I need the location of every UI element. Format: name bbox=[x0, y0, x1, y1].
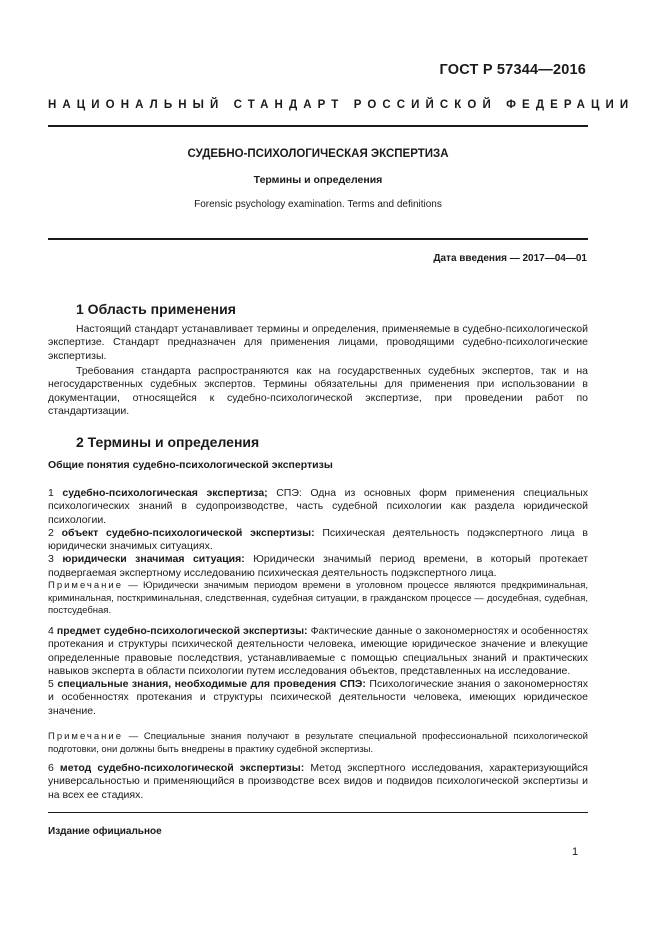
note-label: Примечание bbox=[48, 580, 123, 591]
official-edition-label: Издание официальное bbox=[48, 826, 162, 837]
note-2 bbox=[48, 731, 588, 756]
footer-divider bbox=[48, 812, 588, 813]
term-number: 5 bbox=[48, 678, 58, 691]
term-entry bbox=[48, 625, 588, 678]
term-name: специальные знания, необходимые для проведения СПЭ: bbox=[57, 678, 366, 691]
introduction-date: Дата введения — 2017—04—01 bbox=[433, 253, 587, 264]
document-title: СУДЕБНО-ПСИХОЛОГИЧЕСКАЯ ЭКСПЕРТИЗА bbox=[187, 148, 449, 160]
terms-group-1 bbox=[48, 487, 588, 580]
note-text: — Специальные знания получают в результате специальной профессиональной психологической подготовки, они должны быть внедрены в практику судебной экспертизы. bbox=[48, 731, 588, 755]
document-subtitle: Термины и определения bbox=[253, 174, 383, 186]
term-definition: Юридически значимый период времени, в который протекает подвергаемая экспертному исследованию психическая деятельность подэкспертного лица. bbox=[48, 553, 589, 579]
term-entry bbox=[48, 527, 588, 554]
note-text: — Юридически значимым периодом времени в уголовном процессе являются предкриминальная, криминальная, посткриминальная, следственная, судебная ситуации, в гражданском процессе — досудебная, судебная, постсудебная. bbox=[48, 580, 588, 616]
note-label: Примечание bbox=[48, 731, 123, 742]
title-divider bbox=[48, 238, 588, 240]
term-name: юридически значимая ситуация: bbox=[62, 553, 245, 566]
term-number: 3 bbox=[48, 553, 63, 566]
term-entry bbox=[48, 678, 588, 718]
terms-group-3 bbox=[48, 762, 588, 802]
term-number: 4 bbox=[48, 625, 57, 637]
term-definition: СПЭ: Одна из основных форм применения специальных психологических знаний в судопроизводстве, часть судебной психологии как раздела юридической психологии. bbox=[48, 487, 588, 526]
section-1-paragraph-1: Настоящий стандарт устанавливает термины и определения, применяемые в судебно-психологической экспертизе. Стандарт предназначен для применения лицами, проводящими судебно-психологические экспертизы. bbox=[48, 323, 588, 362]
term-definition: Фактические данные о закономерностях и особенностях протекания и структуры психической деятельности человека, имеющие юридическое значение и влекущие определенные правовые последствия, устанавливаемые с помощью специальных знаний и практических навыков эксперта в области психологии путем исследования объектов, представленных на исследование. bbox=[48, 625, 588, 677]
section-2-subheading: Общие понятия судебно-психологической экспертизы bbox=[48, 459, 333, 471]
standard-code: ГОСТ Р 57344—2016 bbox=[439, 62, 586, 78]
section-2-heading: 2 Термины и определения bbox=[76, 434, 260, 450]
term-name: судебно-психологическая экспертиза; bbox=[62, 487, 268, 499]
english-title: Forensic psychology examination. Terms and definitions bbox=[194, 199, 442, 210]
note-1 bbox=[48, 580, 588, 618]
top-divider bbox=[48, 125, 588, 127]
page-number: 1 bbox=[572, 846, 579, 858]
term-name: метод судебно-психологической экспертизы: bbox=[59, 762, 305, 774]
term-number: 2 bbox=[48, 526, 62, 539]
term-entry bbox=[48, 762, 588, 802]
term-definition: Психическая деятельность подэкспертного лица в юридически значимых ситуациях. bbox=[48, 526, 588, 553]
terms-group-2 bbox=[48, 625, 588, 718]
term-definition: Психологические знания о закономерностях и особенностях протекания и структуры психической деятельности человека, имеющих юридическое значение. bbox=[48, 678, 588, 717]
term-name: предмет судебно-психологической экспертизы: bbox=[56, 625, 308, 637]
term-definition: Метод экспертного исследования, характеризующийся универсальностью и применяющийся в производстве всех видов и подвидов психологической экспертизы и на всех ее стадиях. bbox=[48, 762, 588, 801]
section-1-heading: 1 Область применения bbox=[76, 301, 236, 317]
term-entry bbox=[48, 487, 588, 527]
term-name: объект судебно-психологической экспертизы: bbox=[61, 526, 315, 539]
term-number: 1 bbox=[48, 487, 63, 499]
term-entry bbox=[48, 553, 588, 580]
term-number: 6 bbox=[48, 762, 60, 774]
national-standard-banner: НАЦИОНАЛЬНЫЙ СТАНДАРТ РОССИЙСКОЙ ФЕДЕРАЦИИ bbox=[48, 99, 635, 111]
section-1-paragraph-2: Требования стандарта распространяются как на государственных судебных экспертов, так и на негосударственных судебных экспертов. Термины обязательны для применения при использовании в документации, относящейся к судебно-психологической экспертизе, при проведении работ по стандартизации. bbox=[48, 365, 588, 417]
